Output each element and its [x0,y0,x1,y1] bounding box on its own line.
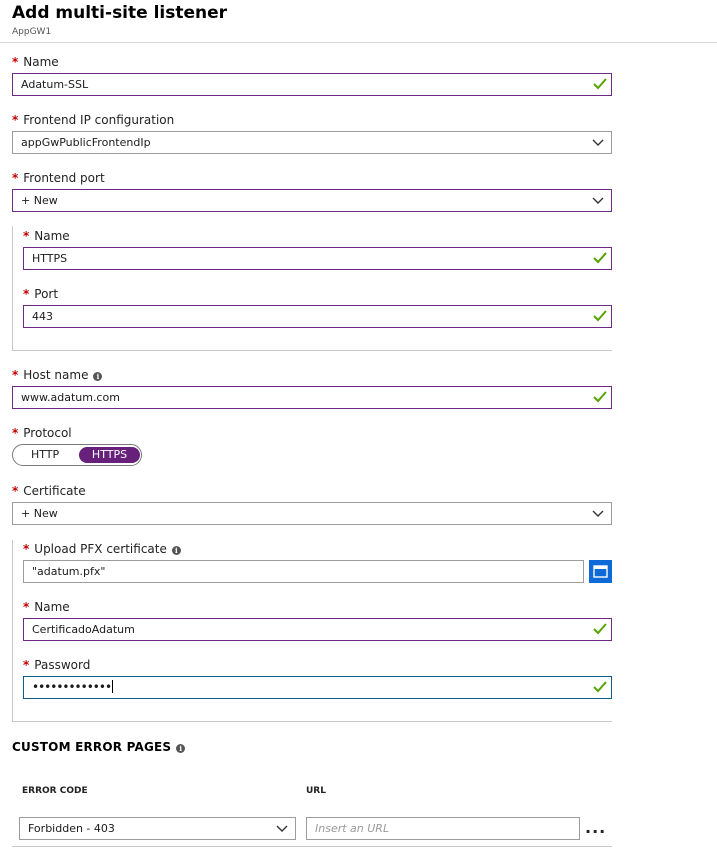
check-icon [593,623,607,635]
password-label: * Password [23,658,91,672]
port-number-label: * Port [23,287,59,301]
frontend-port-dropdown[interactable]: + New [12,189,612,212]
upload-pfx-label: * Upload PFX certificate i [23,542,181,556]
protocol-toggle[interactable] [12,444,142,466]
host-name-input[interactable]: www.adatum.com [12,386,612,409]
check-icon [593,78,607,90]
protocol-option-http[interactable]: HTTP [31,448,60,461]
upload-pfx-input[interactable]: "adatum.pfx" [23,560,584,583]
error-url-input[interactable]: Insert an URL [306,817,580,840]
check-icon [593,391,607,403]
certificate-dropdown[interactable]: + New [12,502,612,525]
chevron-down-icon [592,139,604,147]
required-marker: * [12,368,19,382]
port-group-divider [12,350,612,351]
info-icon[interactable]: i [172,546,181,555]
cert-name-label: * Name [23,600,70,614]
required-marker: * [23,229,30,243]
required-marker: * [23,658,30,672]
blade-title: Add multi-site listener [12,3,228,23]
required-marker: * [12,484,19,498]
column-header-error-code: ERROR CODE [22,786,88,796]
required-marker: * [12,426,19,440]
custom-error-pages-heading: CUSTOM ERROR PAGES i [12,740,185,754]
check-icon [593,252,607,264]
info-icon[interactable]: i [176,744,185,753]
info-icon[interactable]: i [93,372,102,381]
text-cursor [112,680,113,693]
required-marker: * [23,287,30,301]
certificate-label: * Certificate [12,484,86,498]
required-marker: * [23,542,30,556]
name-label: * Name [12,55,59,69]
cert-name-input[interactable]: CertificadoAdatum [23,618,612,641]
column-header-url: URL [306,786,326,796]
check-icon [593,310,607,322]
port-name-label: * Name [23,229,70,243]
blade-subtitle: AppGW1 [12,27,52,37]
port-number-input[interactable]: 443 [23,305,612,328]
header-divider [0,42,717,43]
password-input[interactable]: ••••••••••••• [23,676,612,699]
certificate-group-divider [12,721,612,722]
frontend-ip-dropdown[interactable]: appGwPublicFrontendIp [12,131,612,154]
required-marker: * [12,55,19,69]
chevron-down-icon [592,197,604,205]
frontend-port-label: * Frontend port [12,171,105,185]
chevron-down-icon [276,825,288,833]
folder-icon [589,560,612,583]
required-marker: * [12,113,19,127]
port-name-input[interactable]: HTTPS [23,247,612,270]
name-input[interactable]: Adatum-SSL [12,73,612,96]
frontend-ip-label: * Frontend IP configuration [12,113,175,127]
host-name-label: * Host name i [12,368,102,382]
required-marker: * [12,171,19,185]
protocol-option-https[interactable]: HTTPS [79,447,140,463]
check-icon [593,681,607,693]
required-marker: * [23,600,30,614]
protocol-label: * Protocol [12,426,72,440]
port-group-border [12,226,13,350]
browse-file-button[interactable] [589,560,612,583]
chevron-down-icon [592,510,604,518]
error-code-dropdown[interactable]: Forbidden - 403 [19,817,296,840]
more-options-button[interactable]: ... [585,818,607,837]
certificate-group-border [12,540,13,721]
error-pages-divider [12,846,612,847]
